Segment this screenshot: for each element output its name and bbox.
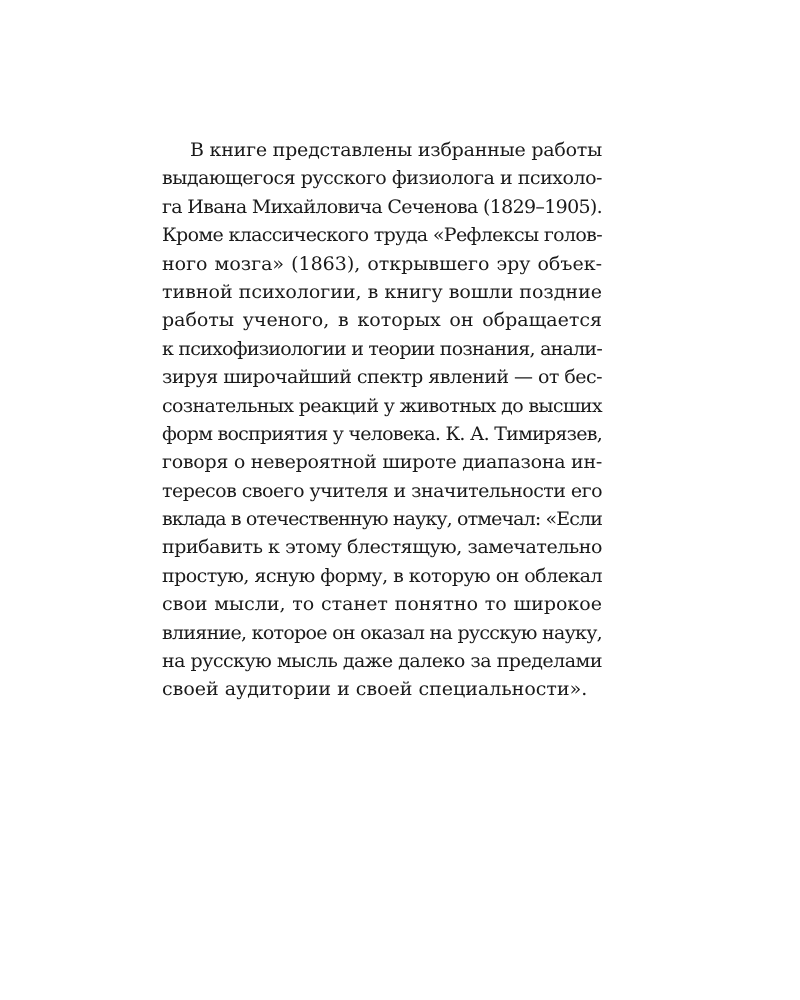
paragraph-line: влияние, которое он оказал на русскую науку, bbox=[162, 621, 602, 644]
paragraph-line: ного мозга» (1863), открывшего эру объек- bbox=[162, 252, 602, 275]
paragraph-line: В книге представлены избранные работы bbox=[190, 139, 602, 161]
paragraph-line: на русскую мысль даже далеко за пределами bbox=[162, 650, 602, 673]
paragraph-line: своей аудитории и своей специальности». bbox=[162, 678, 588, 701]
paragraph-line: тересов своего учителя и значительности его bbox=[162, 479, 602, 502]
paragraph-line: Кроме классического труда «Рефлексы голов- bbox=[162, 224, 602, 247]
paragraph-line: тивной психологии, в книгу вошли поздние bbox=[162, 280, 602, 303]
paragraph-line: выдающегося русского физиолога и психоло- bbox=[162, 167, 603, 190]
paragraph-line: свои мысли, то станет понятно то широкое bbox=[162, 593, 602, 616]
paragraph-line: вклада в отечественную науку, отмечал: «Если bbox=[162, 508, 602, 531]
paragraph-line: га Ивана Михайловича Сеченова (1829–1905). bbox=[162, 195, 602, 218]
paragraph-line: форм восприятия у человека. К. А. Тимирязев, bbox=[162, 422, 602, 445]
paragraph-line: работы ученого, в которых он обращается bbox=[162, 309, 602, 332]
paragraph-line: простую, ясную форму, в которую он облекал bbox=[162, 564, 602, 587]
paragraph-line: к психофизиологии и теории познания, анали- bbox=[162, 337, 602, 360]
paragraph-line: зируя широчайший спектр явлений — от бес- bbox=[162, 366, 602, 389]
paragraph-line: прибавить к этому блестящую, замечательно bbox=[162, 536, 602, 559]
annotation-paragraph bbox=[162, 136, 602, 704]
paragraph-line: говоря о невероятной широте диапазона ин- bbox=[162, 451, 602, 474]
paragraph-line: сознательных реакций у животных до высших bbox=[162, 394, 602, 417]
